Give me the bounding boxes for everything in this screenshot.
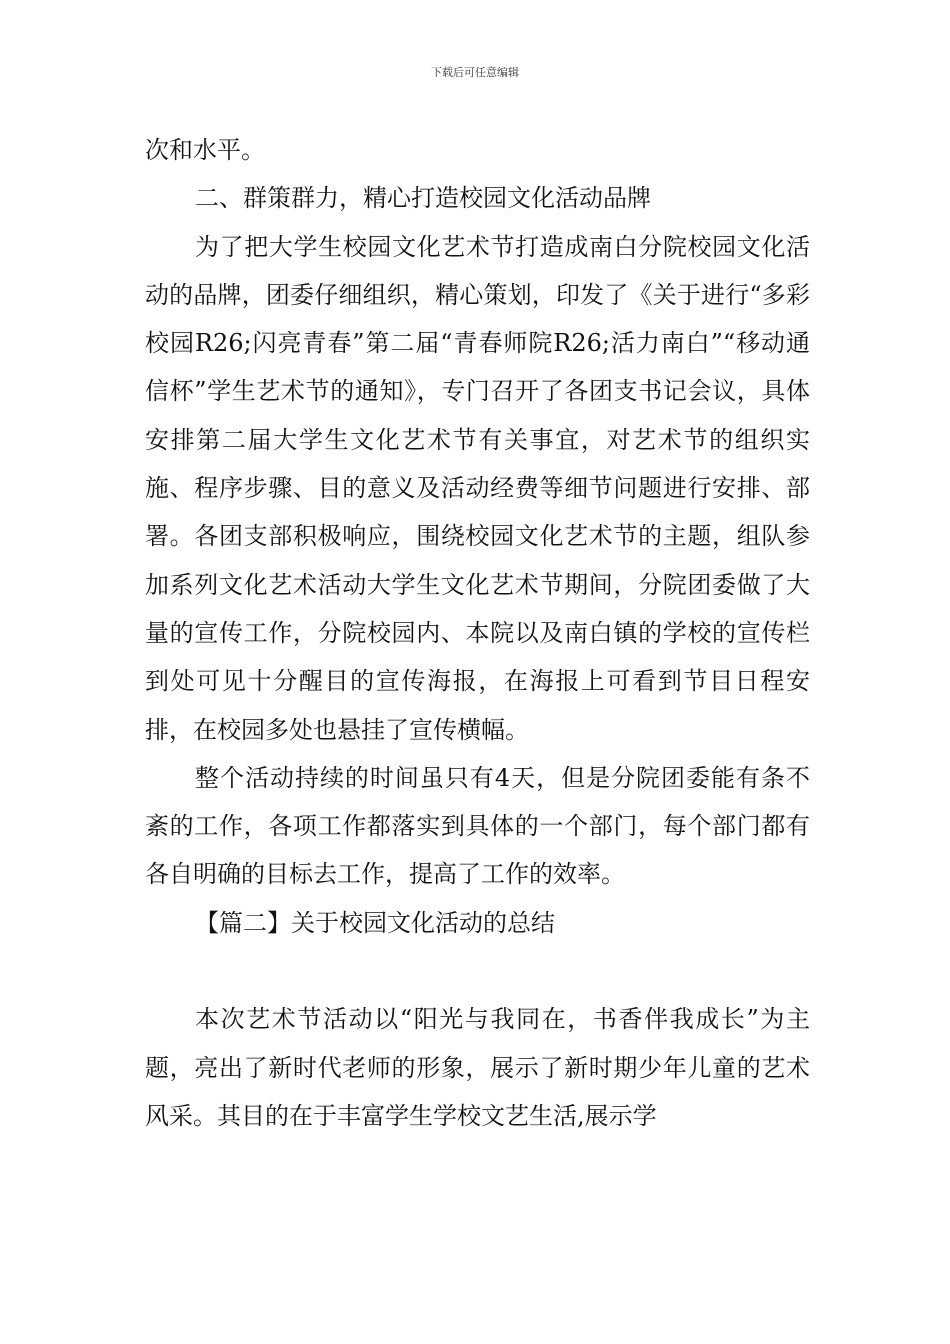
paragraph-campus-culture: 为了把大学生校园文化艺术节打造成南白分院校园文化活动的品牌，团委仔细组织，精心策划，印发了《关于进行“多彩校园R26;闪亮青春”第二届“青春师院R26;活力南白”“移动通信杯”学生艺术节的通知》，专门召开了各团支书记会议，具体安排第二届大学生文化艺术节有关事宜，对艺术节的组织实施、程序步骤、目的意义及活动经费等细节问题进行安排、部署。各团支部积极响应，围绕校园文化艺术节的主题，组队参加系列文化艺术活动大学生文化艺术节期间，分院团委做了大量的宣传工作，分院校园内、本院以及南白镇的学校的宣传栏到处可见十分醒目的宣传海报，在海报上可看到节目日程安排，在校园多处也悬挂了宣传横幅。 <box>145 232 810 744</box>
page-header-note: 下载后可任意编辑 <box>431 66 519 79</box>
article-two-title: 【篇二】关于校园文化活动的总结 <box>195 908 555 937</box>
paragraph-continuation: 次和水平。 <box>145 136 265 164</box>
section-heading: 二、群策群力，精心打造校园文化活动品牌 <box>195 184 651 213</box>
blank-line <box>145 947 810 995</box>
paragraph-activity-duration: 整个活动持续的时间虽只有4天，但是分院团委能有条不紊的工作，各项工作都落实到具体的一个部门，每个部门都有各自明确的目标去工作，提高了工作的效率。 <box>145 763 810 889</box>
paragraph-art-festival: 本次艺术节活动以“阳光与我同在，书香伴我成长”为主题，亮出了新时代老师的形象，展示了新时期少年儿童的艺术风采。其目的在于丰富学生学校文艺生活,展示学 <box>145 1005 810 1130</box>
document-body <box>145 126 810 1140</box>
